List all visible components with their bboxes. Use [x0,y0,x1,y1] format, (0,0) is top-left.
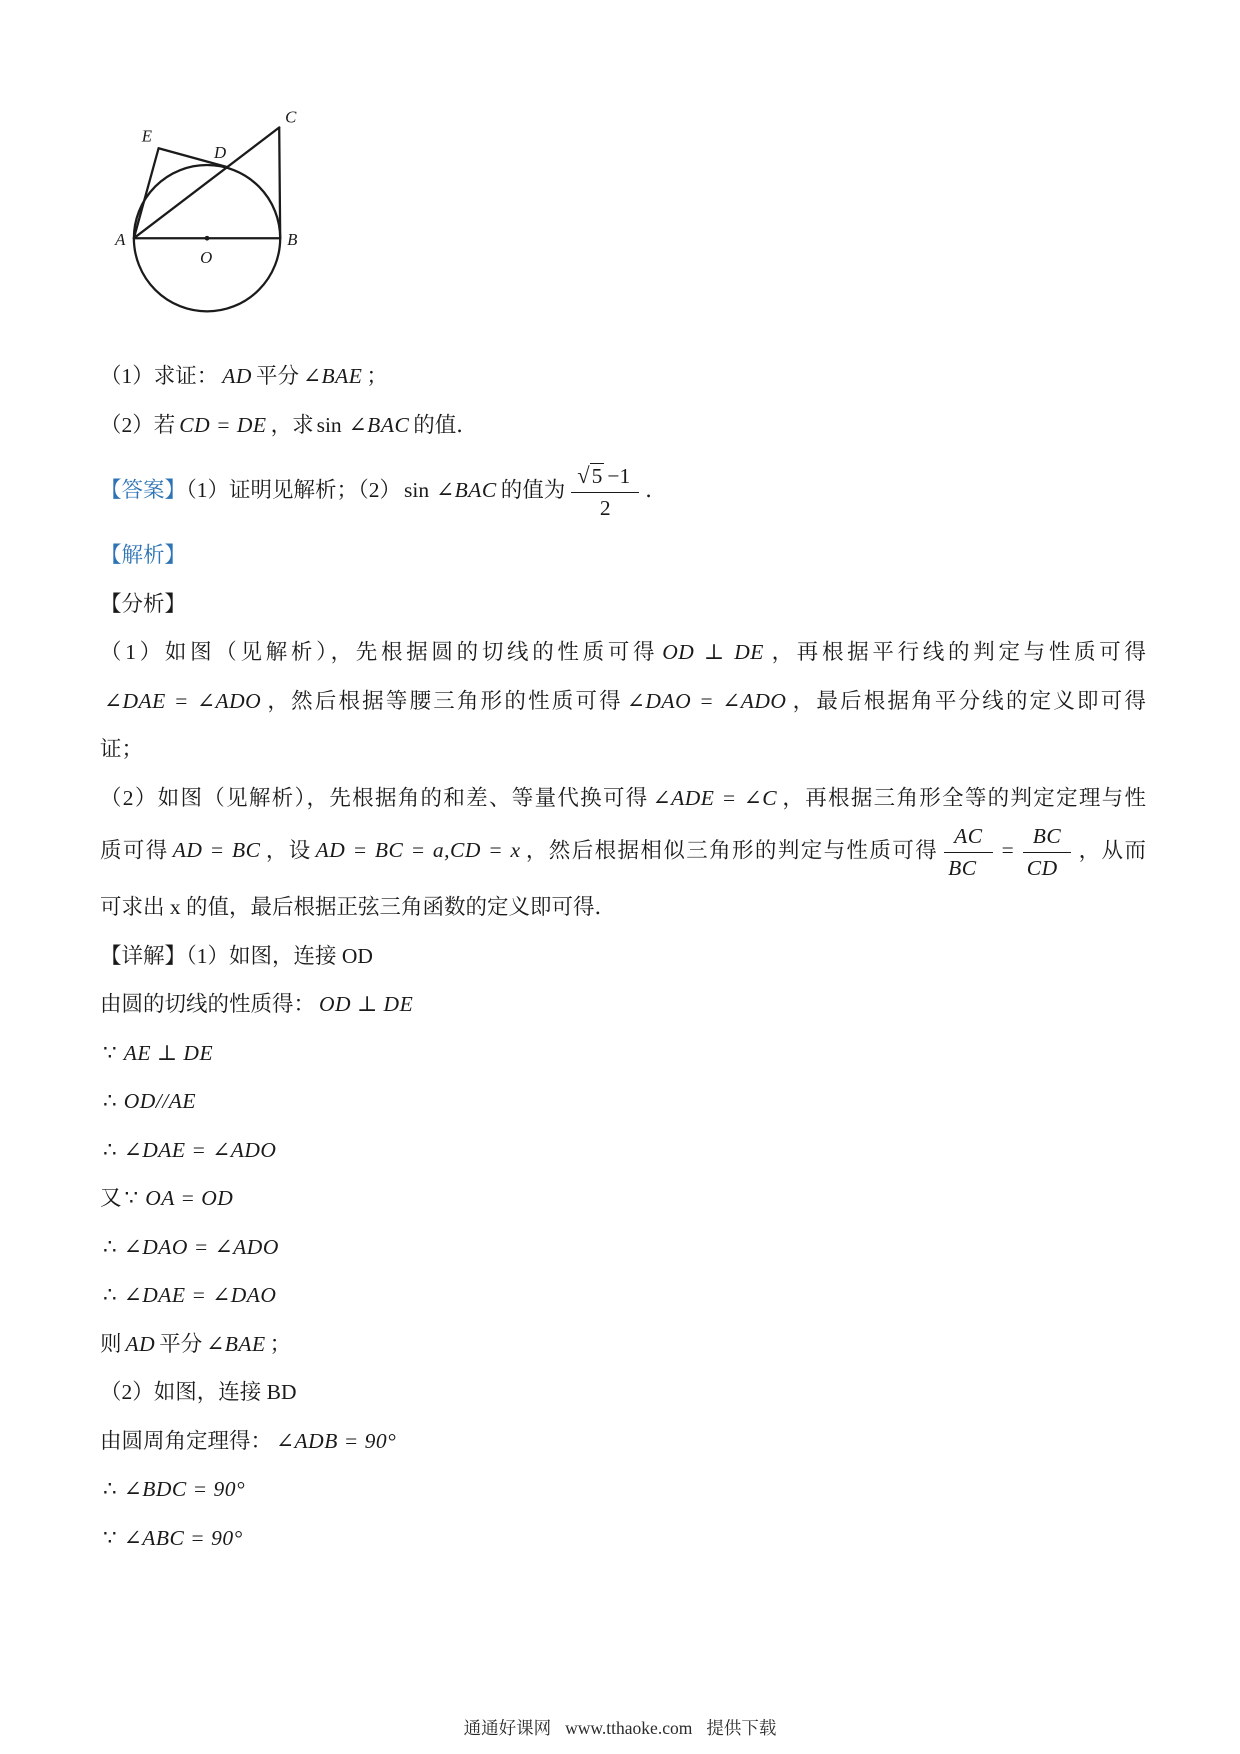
math-run: CD = DE [179,412,267,437]
text-run: （1）求证： [100,364,219,388]
math-run: ∠DAO = ∠ADO [123,1234,279,1259]
radical-sign: √ [577,463,590,488]
fraction [571,461,639,523]
roman-run: ∵ [103,1525,117,1550]
text-run: 的值为 [500,477,566,502]
math-run: ∠BAE [206,1331,266,1356]
text-run: ，最后根据角平分线的定义即可得 [790,688,1146,713]
fraction [944,822,992,883]
detail-4 [100,1126,1146,1175]
text-run: 可求出 x 的值，最后根据正弦三角函数的定义即可得． [100,895,617,919]
jiexi-label [100,531,1146,580]
text-run: 则 [100,1331,122,1356]
answer-line [100,461,1146,523]
roman-run: ∵ [103,1040,117,1065]
math-run: ∠BAC [436,477,497,502]
text-run: 质可得 [100,838,169,863]
text-run: （1）如图（见解析），先根据圆的切线的性质可得 [100,640,659,664]
math-run: ∠BAE [302,364,363,388]
analysis-2a [100,774,1146,823]
math-run: ∠BDC = 90° [123,1477,246,1501]
geometry-figure [110,82,310,344]
text-run: ． [645,477,667,502]
text-run: （2）若 [100,412,176,437]
text-run: 平分 [159,1331,203,1356]
fraction [1023,822,1071,883]
fraction-numerator [571,461,639,493]
q2 [100,401,1146,450]
roman-run: ∴ [103,1089,117,1113]
footer-site-name: 通通好课网 [463,1718,552,1738]
math-run: OD ⊥ DE [319,992,414,1016]
segment-AE [134,148,159,238]
analysis-1a [100,628,1146,677]
text-run: ； [366,364,388,388]
point-label-O: O [200,247,213,267]
analysis-1b [100,677,1146,726]
math-run: ∠DAE = ∠DAO [123,1283,277,1307]
point-label-A: A [115,230,126,250]
text-run: ； [269,1331,292,1356]
fraction-denominator [1023,853,1071,883]
text-run: （2）如图，连接 BD [100,1380,297,1404]
detail-7 [100,1271,1146,1320]
text-run: （2）如图（见解析），先根据角的和差、等量代换可得 [100,785,649,810]
roman-run: = [1001,838,1014,863]
text-run: ，设 [264,838,312,863]
roman-run: ∴ [103,1283,117,1307]
math-run: OD ⊥ DE [662,640,764,664]
text-run: （1）证明见解析；（2） [186,477,402,502]
detail-2 [100,1029,1146,1078]
footer-url: www.tthaoke.com [565,1718,693,1738]
text-run: 由圆的切线的性质得： [100,992,316,1016]
detail-9 [100,1368,1146,1417]
roman-run: ∴ [103,1137,117,1162]
detail-11 [100,1465,1146,1514]
math-run: ∠ABC = 90° [123,1525,243,1550]
detail-3 [100,1077,1146,1126]
point-label-C: C [285,107,297,127]
math-run: OD//AE [123,1089,196,1113]
detail-8 [100,1320,1146,1369]
point-label-D: D [213,143,227,163]
detail-intro [100,932,1146,981]
text-run: ，求 [270,412,314,437]
detail-6 [100,1223,1146,1272]
text-run: 平分 [255,364,299,388]
radicand: 5 [591,464,603,488]
text-run: 证； [100,737,144,761]
math-run: OA = OD [145,1186,234,1210]
square-root [577,464,604,488]
segment-CB [279,127,280,238]
fraction-denominator [571,493,639,523]
text-run: ，从而 [1077,838,1146,863]
math-run: CD [1026,856,1058,880]
circle-diagram [110,82,310,344]
detail-5 [100,1174,1146,1223]
page-footer [0,1715,1240,1740]
section-label: 【解析】 [100,543,187,567]
roman-run: ∵ [124,1186,139,1210]
section-label: 【答案】 [100,477,187,502]
roman-run: sin [316,412,342,437]
math-run: AC [954,824,983,848]
roman-run: sin [404,477,430,502]
text-run: 【详解】（1）如图，连接 OD [100,943,373,968]
roman-run: ∴ [103,1477,117,1501]
point-label-E: E [141,126,153,146]
roman-run: −1 [607,464,631,488]
footer-suffix: 提供下载 [706,1718,777,1738]
point-label-B: B [287,230,298,250]
analysis-1c [100,725,1146,774]
center-dot [205,236,210,241]
text-run: 又 [100,1186,122,1210]
solution-body [100,352,1146,1562]
math-run: ∠DAE = ∠ADO [104,688,262,713]
math-run: ∠DAO = ∠ADO [626,688,787,713]
text-run: ，然后根据相似三角形的判定与性质可得 [524,838,939,863]
math-run: ∠ADB = 90° [276,1428,397,1453]
math-run: AE ⊥ DE [123,1040,214,1065]
detail-12 [100,1514,1146,1563]
math-run: AD [125,1331,156,1356]
math-run: ∠DAE = ∠ADO [123,1137,277,1162]
text-run: ，再根据三角形全等的判定定理与性 [781,785,1146,810]
math-run: ∠ADE = ∠C [652,785,778,810]
text-run: 由圆周角定理得： [100,1428,273,1453]
q1 [100,352,1146,401]
math-run: BC [1032,824,1062,848]
text-run: 【分析】 [100,591,187,616]
text-run: ，再根据平行线的判定与性质可得 [767,640,1146,664]
roman-run: 2 [599,496,611,520]
text-run: ，然后根据等腰三角形的性质可得 [265,688,623,713]
math-run: ∠BAC [348,412,410,437]
fraction-denominator [944,853,992,883]
fenxi-label [100,580,1146,629]
fraction-numerator [1023,822,1071,853]
detail-10 [100,1417,1146,1466]
detail-1 [100,980,1146,1029]
analysis-2b [100,822,1146,883]
math-run: AD = BC [172,838,261,863]
roman-run: ∴ [103,1234,117,1259]
text-run: 的值． [413,412,478,437]
segment-AC [134,127,279,238]
math-run: AD = BC = a,CD = x [315,838,521,863]
math-run: AD [222,364,252,388]
math-run: BC [948,856,977,880]
fraction-numerator [944,822,992,853]
analysis-2c [100,883,1146,932]
